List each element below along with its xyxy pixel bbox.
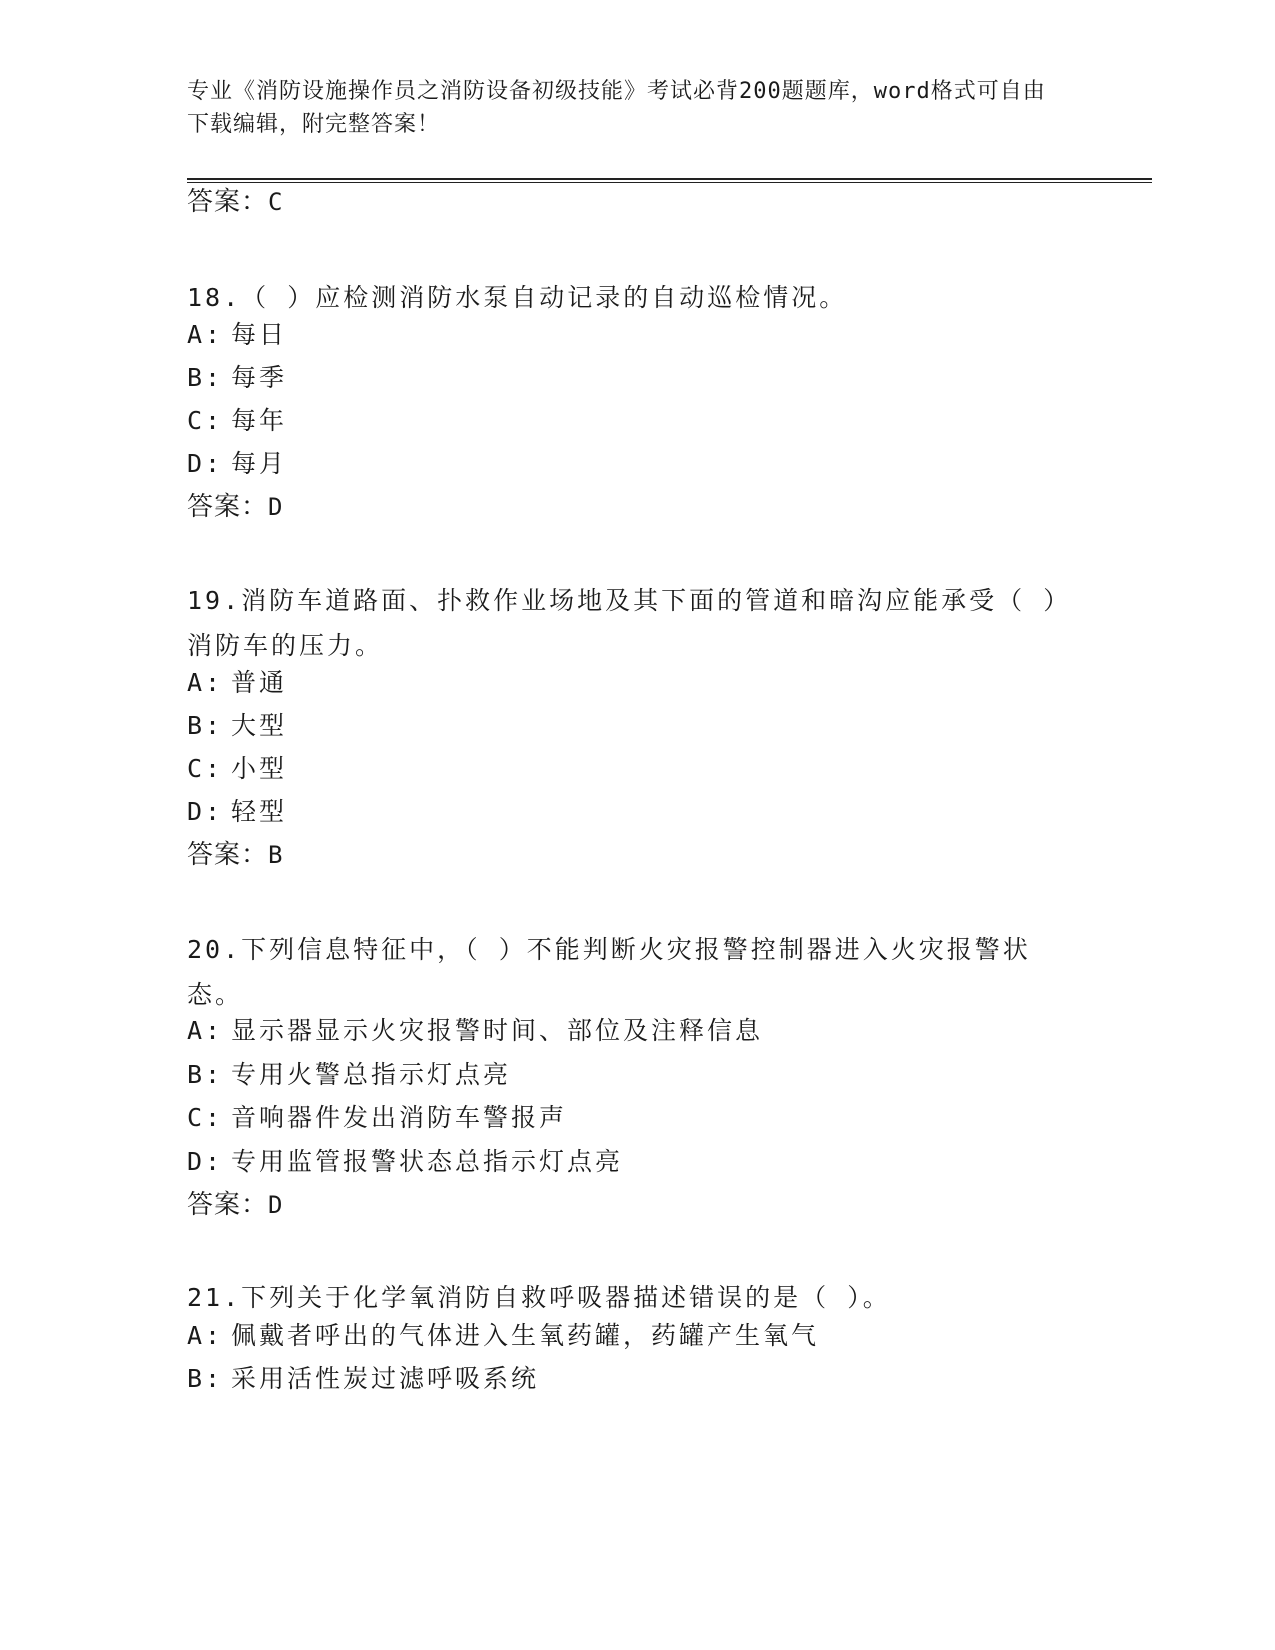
option-letter: B: [187,1060,224,1089]
option-letter: C: [187,1103,224,1132]
question-option [187,404,287,438]
document-header: 专业《消防设施操作员之消防设备初级技能》考试必背200题题库，word格式可自由下载编辑，附完整答案！ [187,79,1046,137]
question-option [187,361,287,395]
question-option [187,752,287,786]
question-option [187,1058,511,1092]
answer-value: D [268,1191,284,1219]
question-option [187,1319,819,1353]
option-text: 轻型 [231,797,288,826]
question-option [187,1145,623,1179]
option-letter: B: [187,711,224,740]
question-stem: 21.下列关于化学氧消防自救呼吸器描述错误的是（ ）。 [187,1283,891,1312]
previous-answer [187,185,283,219]
option-text: 每日 [231,320,288,349]
option-letter: C: [187,754,224,783]
option-text: 每年 [231,406,288,435]
option-letter: B: [187,1364,224,1393]
question-option [187,447,287,481]
question-option [187,318,287,352]
question-option [187,1362,539,1396]
option-text: 音响器件发出消防车警报声 [231,1103,568,1132]
answer-label: 答案： [187,1190,269,1220]
option-text: 每月 [231,449,288,478]
option-letter: B: [187,363,224,392]
question-option [187,1014,763,1048]
question-option [187,709,287,743]
option-letter: A: [187,1016,224,1045]
question-answer [187,838,283,872]
question-stem: 20.下列信息特征中，（ ）不能判断火灾报警控制器进入火灾报警状态。 [187,935,1031,1009]
question-answer [187,490,283,524]
answer-value: D [268,493,284,521]
option-letter: D: [187,797,224,826]
option-text: 佩戴者呼出的气体进入生氧药罐，药罐产生氧气 [231,1321,820,1350]
option-text: 小型 [231,754,288,783]
option-letter: D: [187,1147,224,1176]
option-text: 大型 [231,711,288,740]
answer-value: C [268,188,284,216]
question-stem: 19.消防车道路面、扑救作业场地及其下面的管道和暗沟应能承受（ ）消防车的压力。 [187,586,1059,660]
option-letter: A: [187,1321,224,1350]
question-option [187,666,287,700]
option-letter: A: [187,320,224,349]
option-letter: D: [187,449,224,478]
question-option [187,795,287,829]
answer-label: 答案： [187,840,269,870]
answer-label: 答案： [187,492,269,522]
option-text: 采用活性炭过滤呼吸系统 [231,1364,540,1393]
option-text: 专用火警总指示灯点亮 [231,1060,512,1089]
option-letter: A: [187,668,224,697]
option-text: 显示器显示火灾报警时间、部位及注释信息 [231,1016,764,1045]
answer-value: B [268,841,284,869]
question-answer [187,1188,283,1222]
header-divider [187,178,1152,183]
question-stem: 18.（ ）应检测消防水泵自动记录的自动巡检情况。 [187,283,848,312]
option-text: 普通 [231,668,288,697]
answer-label: 答案： [187,187,269,217]
option-letter: C: [187,406,224,435]
question-option [187,1101,567,1135]
option-text: 专用监管报警状态总指示灯点亮 [231,1147,624,1176]
option-text: 每季 [231,363,288,392]
